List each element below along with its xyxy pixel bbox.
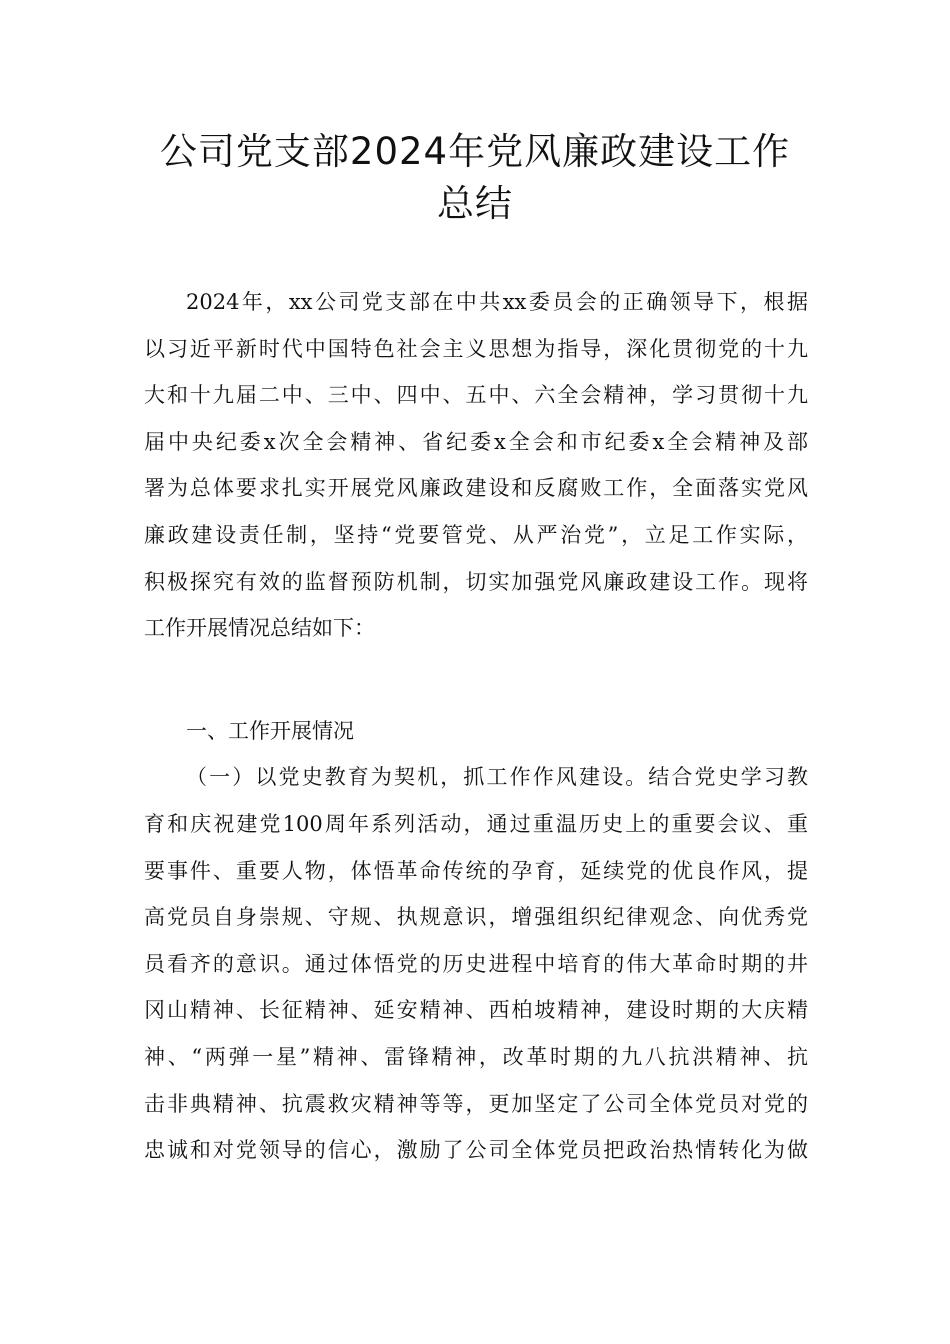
paragraph-line: （一）以党史教育为契机，抓工作作风建设。结合党史学习教: [186, 765, 808, 790]
title-line-2: 总结: [437, 182, 513, 225]
paragraph-line: 廉政建设责任制，坚持“党要管党、从严治党”，立足工作实际，: [144, 522, 808, 547]
paragraph-line: 大和十九届二中、三中、四中、五中、六全会精神，学习贯彻十九: [144, 383, 808, 408]
paragraph-line: 2024年，xx公司党支部在中共xx委员会的正确领导下，根据: [186, 290, 808, 314]
document-title: [120, 126, 830, 230]
paragraph-line: 要事件、重要人物，体悟革命传统的孕育，延续党的优良作风，提: [144, 858, 808, 883]
document-body: [144, 279, 808, 1174]
paragraph-line: 以习近平新时代中国特色社会主义思想为指导，深化贯彻党的十九: [144, 336, 808, 361]
title-line-1: 公司党支部2024年党风廉政建设工作: [159, 130, 791, 173]
section-heading: 一、工作开展情况: [186, 718, 354, 743]
paragraph-line: 署为总体要求扎实开展党风廉政建设和反腐败工作，全面落实党风: [144, 476, 808, 501]
paragraph-line: 工作开展情况总结如下：: [144, 616, 375, 641]
section-1-paragraph: [144, 754, 808, 1173]
paragraph-line: 击非典精神、抗震救灾精神等等，更加坚定了公司全体党员对党的: [144, 1091, 808, 1116]
paragraph-line: 高党员自身崇规、守规、执规意识，增强组织纪律观念、向优秀党: [144, 905, 808, 930]
paragraph-line: 积极探究有效的监督预防机制，切实加强党风廉政建设工作。现将: [144, 569, 808, 594]
paragraph-line: 神、“两弹一星”精神、雷锋精神，改革时期的九八抗洪精神、抗: [144, 1044, 808, 1069]
intro-paragraph: [144, 279, 808, 652]
paragraph-line: 冈山精神、长征精神、延安精神、西柏坡精神，建设时期的大庆精: [144, 998, 808, 1023]
paragraph-line: 届中央纪委x次全会精神、省纪委x全会和市纪委x全会精神及部: [144, 429, 808, 454]
paragraph-line: 育和庆祝建党100周年系列活动，通过重温历史上的重要会议、重: [144, 811, 808, 836]
paragraph-line: 忠诚和对党领导的信心，激励了公司全体党员把政治热情转化为做: [144, 1138, 808, 1163]
paragraph-line: 员看齐的意识。通过体悟党的历史进程中培育的伟大革命时期的井: [144, 951, 808, 976]
